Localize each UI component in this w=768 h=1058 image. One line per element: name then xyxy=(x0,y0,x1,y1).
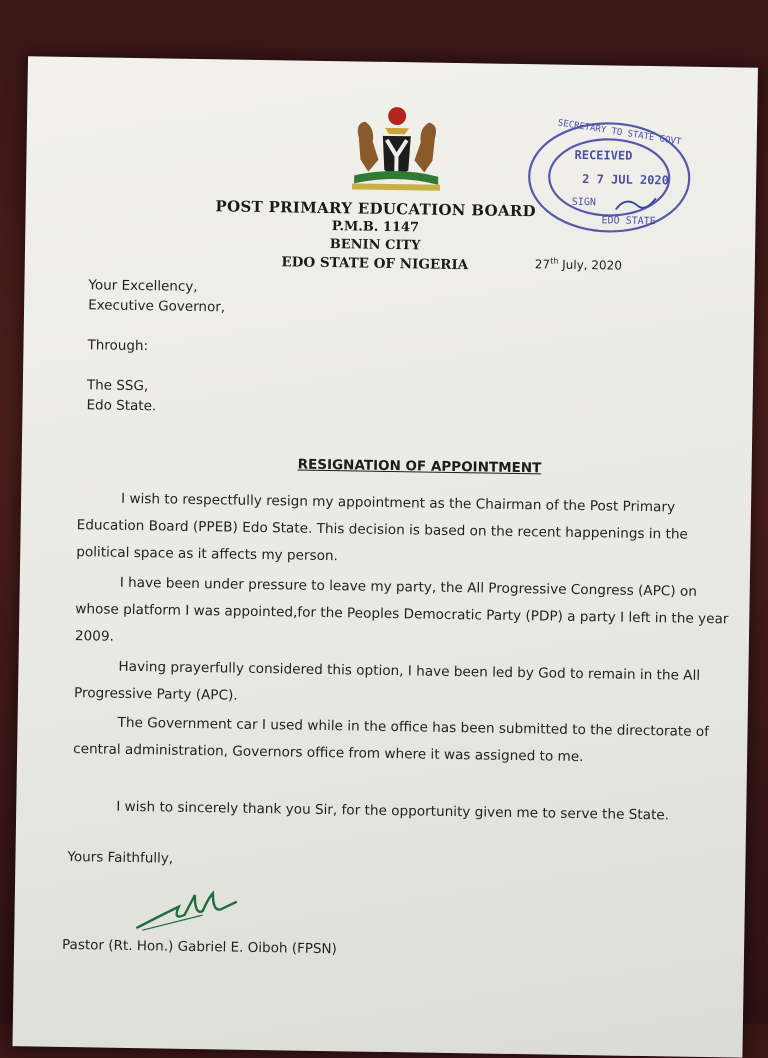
signatory-name: Pastor (Rt. Hon.) Gabriel E. Oiboh (FPSN) xyxy=(61,936,337,958)
stamp-date: 2 7 JUL 2020 xyxy=(582,171,669,188)
letterhead-organization: POST PRIMARY EDUCATION BOARD xyxy=(215,197,537,221)
letterhead-pmb: P.M.B. 1147 xyxy=(331,219,420,236)
stamp-top-text: SECRETARY TO STATE GOVT xyxy=(557,118,682,148)
addressee-line-1: Your Excellency, xyxy=(88,277,198,295)
stamp-received: RECEIVED xyxy=(574,147,633,163)
letterhead-state: EDO STATE OF NIGERIA xyxy=(281,254,469,274)
letterhead-city: BENIN CITY xyxy=(329,237,421,254)
paragraph-3: Having prayerfully considered this option, I have been led by God to remain in the All Progressive Party (APC). xyxy=(73,658,701,704)
through-label: Through: xyxy=(87,337,149,355)
via-line-2: Edo State. xyxy=(86,397,157,415)
stamp-sign: SIGN xyxy=(571,196,596,209)
letter-paper xyxy=(12,56,757,1057)
via-line-1: The SSG, xyxy=(86,377,149,395)
paragraph-4: The Government car I used while in the office has been submitted to the directorate of central administration, Governors office from where it was assigned to me. xyxy=(73,714,710,766)
letter-subject: RESIGNATION OF APPOINTMENT xyxy=(297,456,542,477)
paragraph-1: I wish to respectfully resign my appointment as the Chairman of the Post Primary Education Board (PPEB) Edo State. This decision is based on the recent happenings in the political space as it affects my person. xyxy=(76,490,688,565)
nigerian-coat-of-arms-icon xyxy=(344,101,449,195)
addressee-line-2: Executive Governor, xyxy=(88,297,226,316)
paragraph-2: I have been under pressure to leave my party, the All Progressive Congress (APC) on whose platform I was appointed,for the Peoples Democratic Party (PDP) a party I left in the year 2009. xyxy=(74,574,729,645)
closing: Yours Faithfully, xyxy=(67,848,174,867)
letter-date: 27th July, 2020 xyxy=(534,256,623,273)
received-stamp xyxy=(523,116,695,239)
handwritten-signature xyxy=(132,884,253,936)
paragraph-5: I wish to sincerely thank you Sir, for the opportunity given me to serve the State. xyxy=(116,798,670,824)
stamp-bottom: EDO STATE xyxy=(601,215,656,228)
